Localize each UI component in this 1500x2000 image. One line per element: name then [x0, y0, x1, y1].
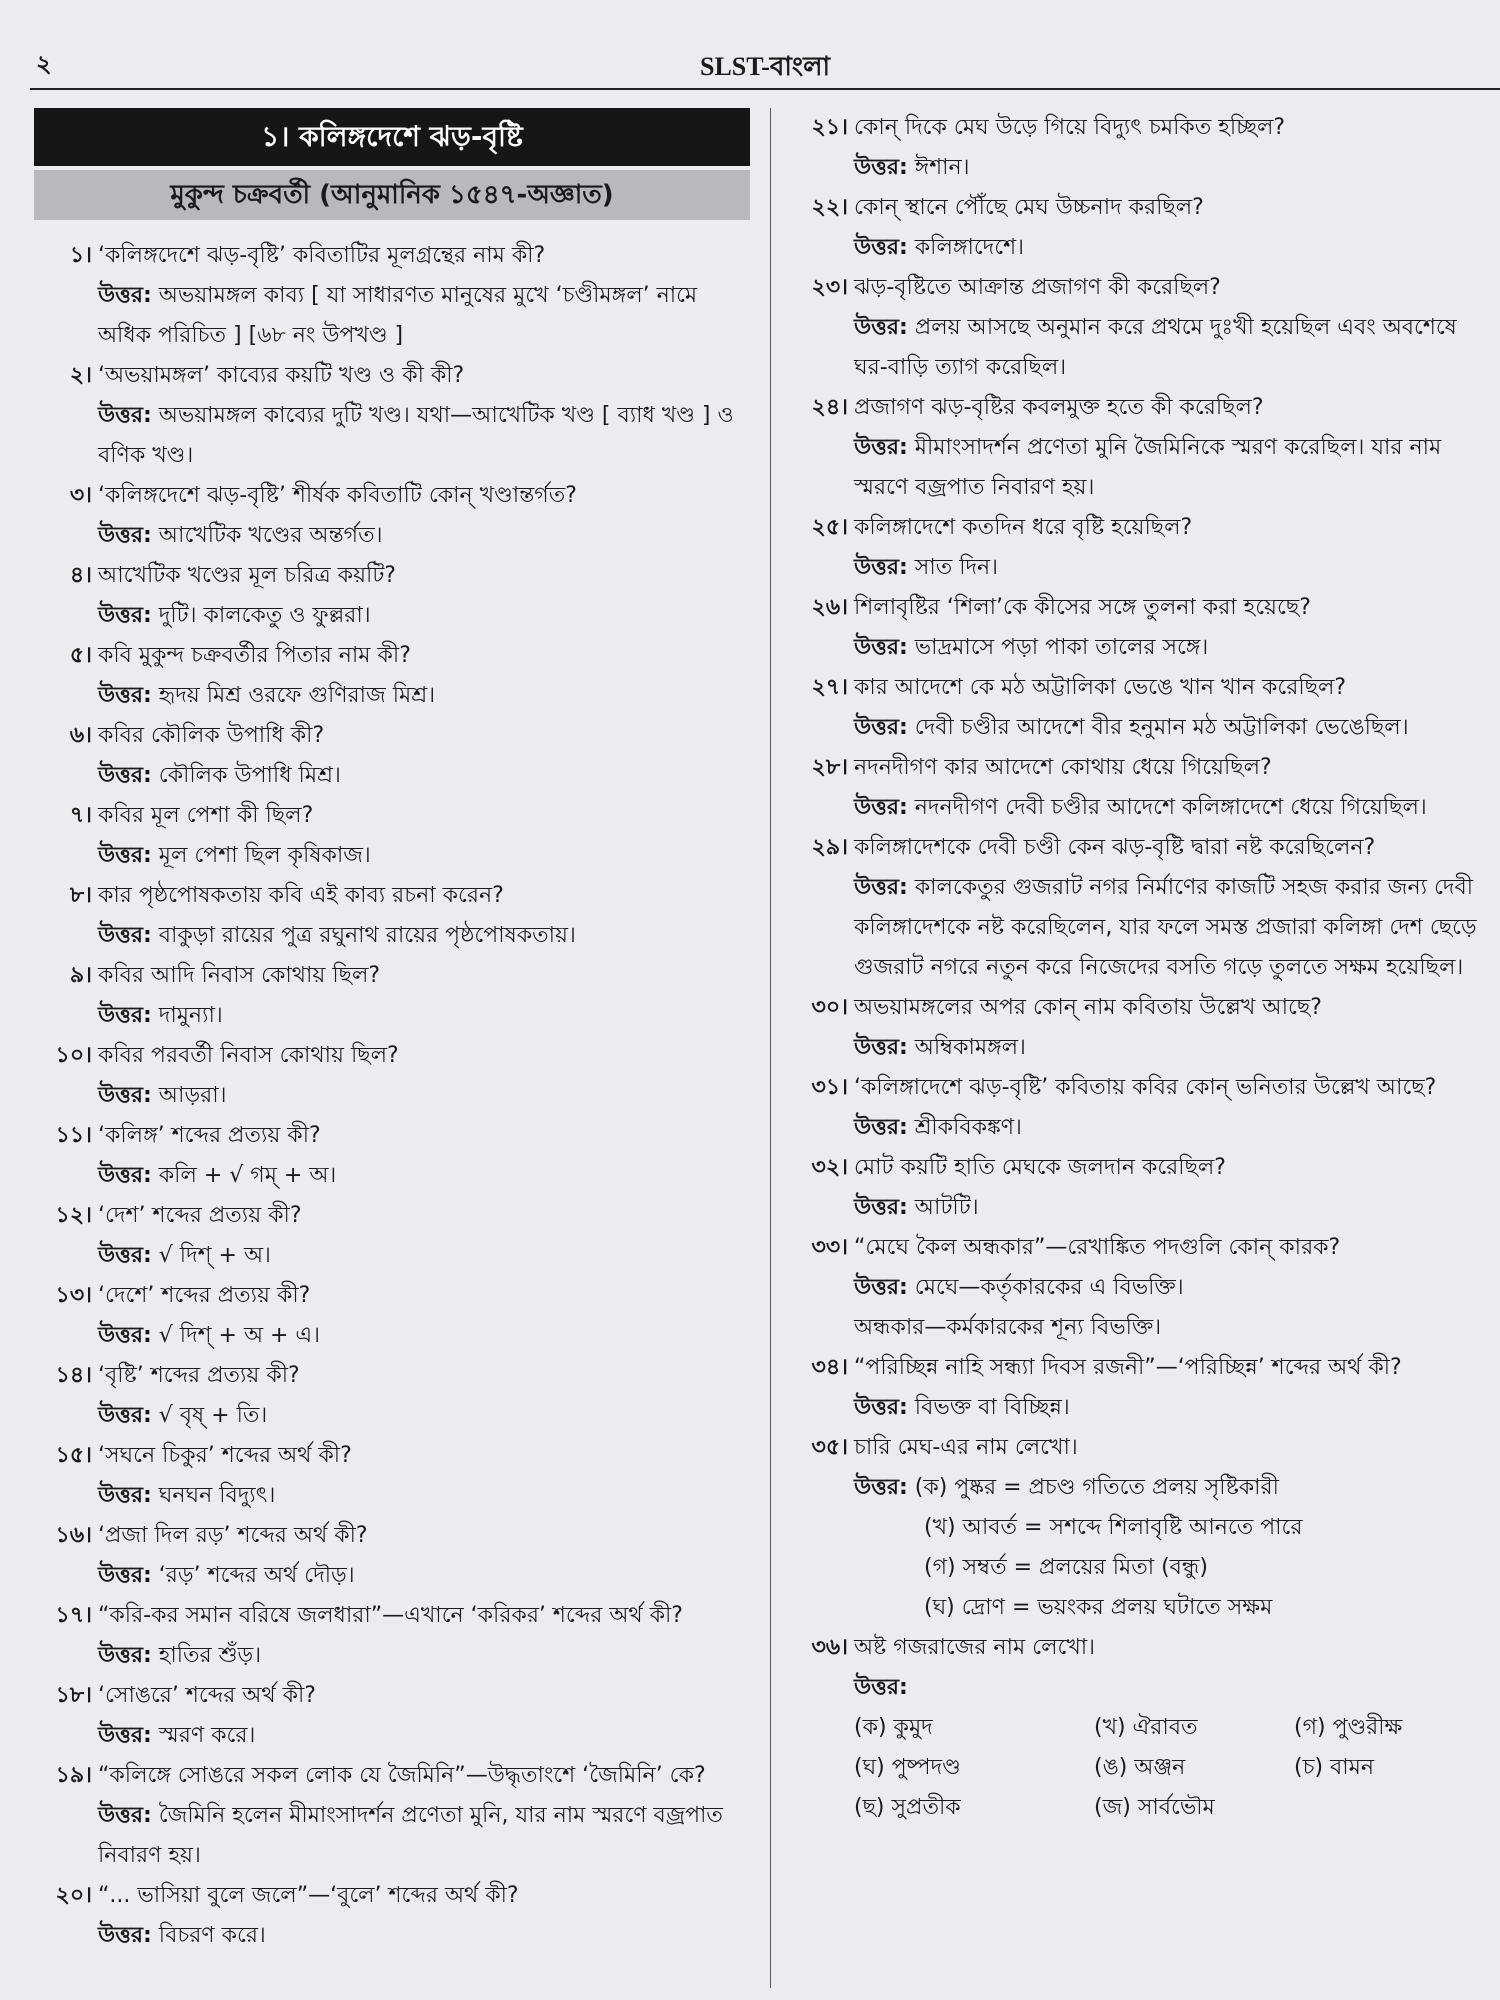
question-number: ১৯। — [55, 1763, 92, 1788]
answer — [854, 1028, 1490, 1068]
question-item — [790, 1068, 1490, 1148]
question-number: ৯। — [69, 963, 92, 988]
question-number: ২। — [69, 363, 92, 388]
question-text: ঝড়-বৃষ্টিতে আক্রান্ত প্রজাগণ কী করেছিল? — [854, 275, 1221, 300]
question-number: ৩৬। — [811, 1635, 848, 1660]
author-subtitle: মুকুন্দ চক্রবর্তী (আনুমানিক ১৫৪৭-অজ্ঞাত) — [34, 170, 750, 220]
question-text: কোন্ দিকে মেঘ উড়ে গিয়ে বিদ্যুৎ চমকিত হচ্ছিল? — [854, 115, 1286, 140]
answer — [854, 148, 1490, 188]
answer-label: উত্তর: — [98, 1563, 152, 1588]
question-text: “মেঘে কৈল অন্ধকার”—রেখাঙ্কিত পদগুলি কোন্ কারক? — [854, 1235, 1341, 1260]
answer — [854, 788, 1490, 828]
answer — [854, 708, 1490, 748]
answer-text: কলিঙ্গাদেশে। — [914, 235, 1024, 260]
answer-text: কৌলিক উপাধি মিশ্র। — [158, 763, 341, 788]
answer — [854, 628, 1490, 668]
answer-text: অভয়ামঙ্গল কাব্য [ যা সাধারণত মানুষের মুখে ‘চণ্ডীমঙ্গল’ নামে অধিক পরিচিত ] [৬৮ নং উপখণ্ড ] — [98, 283, 698, 348]
answer-label: উত্তর: — [854, 1195, 908, 1220]
running-title: SLST-বাংলা — [700, 52, 830, 81]
answer — [98, 1796, 750, 1876]
answer-label: উত্তর: — [854, 155, 908, 180]
question-number: ১৮। — [55, 1683, 92, 1708]
question-item — [790, 588, 1490, 668]
question-text: ‘অভয়ামঙ্গল’ কাব্যের কয়টি খণ্ড ও কী কী? — [98, 363, 465, 388]
answer — [854, 228, 1490, 268]
answer-text: ঘনঘন বিদ্যুৎ। — [158, 1483, 276, 1508]
answer-label: উত্তর: — [98, 1643, 152, 1668]
answer-text: ‘রড়’ শব্দের অর্থ দৌড়। — [158, 1563, 355, 1588]
answer — [98, 756, 750, 796]
answer-text: দেবী চণ্ডীর আদেশে বীর হনুমান মঠ অট্টালিকা ভেঙেছিল। — [914, 715, 1409, 740]
question-number: ১২। — [55, 1203, 92, 1228]
question-number: ১। — [69, 243, 92, 268]
answer-label: উত্তর: — [854, 1275, 908, 1300]
answer-label: উত্তর: — [854, 795, 908, 820]
question-item — [34, 1436, 750, 1516]
question-number: ২৯। — [811, 835, 848, 860]
question-number: ২০। — [55, 1883, 92, 1908]
question-item — [790, 828, 1490, 988]
question-text: ‘কলিঙ্গাদেশে ঝড়-বৃষ্টি’ কবিতায় কবির কোন্ ভনিতার উল্লেখ আছে? — [854, 1075, 1437, 1100]
answer — [98, 396, 750, 476]
question-item — [34, 956, 750, 1036]
answer — [98, 276, 750, 356]
question-text: কবির কৌলিক উপাধি কী? — [98, 723, 325, 748]
answer-label: উত্তর: — [854, 715, 908, 740]
question-item — [790, 1148, 1490, 1228]
question-body — [854, 988, 1490, 1068]
answer-text: (ক) পুষ্কর = প্রচণ্ড গতিতে প্রলয় সৃষ্টিকারী — [914, 1475, 1279, 1500]
answer-text: নদনদীগণ দেবী চণ্ডীর আদেশে কলিঙ্গাদেশে ধেয়ে গিয়েছিল। — [914, 795, 1427, 820]
question-body — [854, 1148, 1490, 1228]
question-body — [854, 388, 1490, 508]
question-item — [790, 1628, 1490, 1828]
question-number: ৩০। — [811, 995, 848, 1020]
answer-text: বিচরণ করে। — [158, 1923, 266, 1948]
question-item — [34, 1196, 750, 1276]
answer-grid-item: (ঘ) পুষ্পদণ্ড — [854, 1755, 961, 1780]
answer-grid-item: (খ) ঐরাবত — [1094, 1715, 1198, 1740]
question-body — [98, 356, 750, 476]
answer-text: দুটি। কালকেতু ও ফুল্লরা। — [158, 603, 371, 628]
right-qa-list — [790, 108, 1490, 1828]
question-body — [98, 796, 750, 876]
answer — [98, 996, 750, 1036]
question-text: কবির আদি নিবাস কোথায় ছিল? — [98, 963, 381, 988]
answer-label: উত্তর: — [854, 435, 908, 460]
question-number: ২৩। — [811, 275, 848, 300]
question-number: ২৬। — [811, 595, 848, 620]
answer-text: প্রলয় আসছে অনুমান করে প্রথমে দুঃখী হয়েছিল এবং অবশেষে ঘর-বাড়ি ত্যাগ করেছিল। — [854, 315, 1457, 380]
question-item — [790, 268, 1490, 388]
question-body — [854, 508, 1490, 588]
answer — [98, 1636, 750, 1676]
answer — [98, 1476, 750, 1516]
question-body — [98, 716, 750, 796]
question-item — [34, 1676, 750, 1756]
question-number: ৩২। — [811, 1155, 848, 1180]
question-item — [34, 1516, 750, 1596]
question-item — [790, 1228, 1490, 1348]
question-number: ৪। — [69, 563, 92, 588]
question-number: ৩৫। — [811, 1435, 848, 1460]
answer-text: √ বৃষ্ + তি। — [158, 1403, 268, 1428]
answer-text: হৃদয় মিশ্র ওরফে গুণিরাজ মিশ্র। — [158, 683, 436, 708]
answer-grid-item: (ক) কুমুদ — [854, 1715, 933, 1740]
answer — [98, 1716, 750, 1756]
question-body — [98, 1436, 750, 1516]
question-text: ‘সঘনে চিকুর’ শব্দের অর্থ কী? — [98, 1443, 352, 1468]
page-number: ২ — [36, 50, 52, 78]
answer-label: উত্তর: — [854, 1115, 908, 1140]
question-item — [34, 1116, 750, 1196]
question-text: অষ্ট গজরাজের নাম লেখো। — [854, 1635, 1096, 1660]
question-number: ২৪। — [811, 395, 848, 420]
answer-text: মূল পেশা ছিল কৃষিকাজ। — [158, 843, 371, 868]
question-text: কার আদেশে কে মঠ অট্টালিকা ভেঙে খান খান করেছিল? — [854, 675, 1347, 700]
question-number: ২৫। — [811, 515, 848, 540]
question-item — [790, 188, 1490, 268]
question-item — [34, 1756, 750, 1876]
answer-text: মীমাংসাদর্শন প্রণেতা মুনি জৈমিনিকে স্মরণ করেছিল। যার নাম স্মরণে বজ্রপাত নিবারণ হয়। — [854, 435, 1442, 500]
question-text: ‘সোঙরে’ শব্দের অর্থ কী? — [98, 1683, 316, 1708]
answer-label: উত্তর: — [854, 1475, 908, 1500]
question-body — [854, 1228, 1490, 1348]
answer-label: উত্তর: — [98, 1923, 152, 1948]
answer-label: উত্তর: — [98, 1083, 152, 1108]
question-body — [98, 1596, 750, 1676]
question-body — [854, 108, 1490, 188]
question-item — [34, 236, 750, 356]
answer-text: অম্বিকামঙ্গল। — [914, 1035, 1026, 1060]
question-number: ১১। — [55, 1123, 92, 1148]
question-text: মোট কয়টি হাতি মেঘকে জলদান করেছিল? — [854, 1155, 1226, 1180]
question-text: কবি মুকুন্দ চক্রবর্তীর পিতার নাম কী? — [98, 643, 411, 668]
question-body — [854, 1628, 1494, 1828]
question-number: ২১। — [811, 115, 848, 140]
question-text: ‘কলিঙ্গদেশে ঝড়-বৃষ্টি’ শীর্ষক কবিতাটি কোন্ খণ্ডান্তর্গত? — [98, 483, 577, 508]
question-body — [854, 1348, 1490, 1428]
question-text: ‘কলিঙ্গদেশে ঝড়-বৃষ্টি’ কবিতাটির মূলগ্রন্থের নাম কী? — [98, 243, 546, 268]
answer-text: জৈমিনি হলেন মীমাংসাদর্শন প্রণেতা মুনি, যার নাম স্মরণে বজ্রপাত নিবারণ হয়। — [98, 1803, 723, 1868]
answer-label: উত্তর: — [854, 235, 908, 260]
question-text: কবির পরবর্তী নিবাস কোথায় ছিল? — [98, 1043, 399, 1068]
question-text: প্রজাগণ ঝড়-বৃষ্টির কবলমুক্ত হতে কী করেছিল? — [854, 395, 1264, 420]
question-number: ৩৩। — [811, 1235, 848, 1260]
answer-grid — [854, 1708, 1494, 1828]
question-text: কবির মূল পেশা কী ছিল? — [98, 803, 314, 828]
answer — [98, 1556, 750, 1596]
question-item — [790, 748, 1490, 828]
answer-text: সাত দিন। — [914, 555, 999, 580]
answer-extra-line: অন্ধকার—কর্মকারকের শূন্য বিভক্তি। — [854, 1315, 1162, 1340]
question-number: ২৮। — [811, 755, 848, 780]
question-body — [98, 1276, 750, 1356]
question-text: ‘বৃষ্টি’ শব্দের প্রত্যয় কী? — [98, 1363, 300, 1388]
question-item — [34, 1596, 750, 1676]
answer-text: ভাদ্রমাসে পড়া পাকা তালের সঙ্গে। — [914, 635, 1209, 660]
question-number: ২৭। — [811, 675, 848, 700]
answer — [98, 1156, 750, 1196]
answer-sub-item: (খ) আবর্ত = সশব্দে শিলাবৃষ্টি আনতে পারে — [924, 1515, 1303, 1540]
question-body — [98, 1756, 750, 1876]
question-body — [98, 1516, 750, 1596]
answer — [98, 596, 750, 636]
question-text: অভয়ামঙ্গলের অপর কোন্ নাম কবিতায় উল্লেখ আছে? — [854, 995, 1322, 1020]
answer — [98, 1916, 750, 1956]
answer-text: আড়রা। — [158, 1083, 227, 1108]
answer — [854, 1668, 1494, 1708]
question-text: “... ভাসিয়া বুলে জলে”—‘বুলে’ শব্দের অর্থ কী? — [98, 1883, 519, 1908]
question-text: “কলিঙ্গে সোঙরে সকল লোক যে জৈমিনি”—উদ্ধৃতাংশে ‘জৈমিনি’ কে? — [98, 1763, 706, 1788]
question-number: ৭। — [69, 803, 92, 828]
question-number: ৩৪। — [811, 1355, 848, 1380]
question-body — [98, 1876, 750, 1956]
question-body — [98, 956, 750, 1036]
question-item — [790, 108, 1490, 188]
question-item — [34, 1356, 750, 1436]
question-item — [790, 988, 1490, 1068]
answer-text: আখেটিক খণ্ডের অন্তর্গত। — [158, 523, 383, 548]
question-text: “পরিচ্ছিন্ন নাহি সন্ধ্যা দিবস রজনী”—‘পরিচ্ছিন্ন’ শব্দের অর্থ কী? — [854, 1355, 1402, 1380]
question-text: ‘প্রজা দিল রড়’ শব্দের অর্থ কী? — [98, 1523, 368, 1548]
question-number: ১৫। — [55, 1443, 92, 1468]
answer-label: উত্তর: — [98, 1243, 152, 1268]
question-text: “করি-কর সমান বরিষে জলধারা”—এখানে ‘করিকর’ শব্দের অর্থ কী? — [98, 1603, 683, 1628]
question-body — [854, 588, 1490, 668]
question-item — [34, 796, 750, 876]
question-body — [854, 268, 1490, 388]
answer-label: উত্তর: — [98, 1723, 152, 1748]
question-text: কোন্ স্থানে পৌঁছে মেঘ উচ্চনাদ করছিল? — [854, 195, 1204, 220]
answer — [98, 1396, 750, 1436]
answer-text: হাতির শুঁড়। — [158, 1643, 262, 1668]
question-body — [98, 636, 750, 716]
answer-grid-item: (গ) পুণ্ডরীক্ষ — [1294, 1715, 1403, 1740]
answer-label: উত্তর: — [98, 683, 152, 708]
page-header — [30, 38, 1500, 90]
answer-label: উত্তর: — [98, 1483, 152, 1508]
answer-label: উত্তর: — [854, 1675, 908, 1700]
question-text: কার পৃষ্ঠপোষকতায় কবি এই কাব্য রচনা করেন? — [98, 883, 504, 908]
question-body — [854, 748, 1490, 828]
question-body — [98, 476, 750, 556]
question-body — [854, 1068, 1490, 1148]
question-item — [790, 388, 1490, 508]
question-item — [34, 876, 750, 956]
question-body — [98, 876, 750, 956]
question-item — [34, 1276, 750, 1356]
question-item — [34, 356, 750, 476]
question-text: কলিঙ্গাদেশকে দেবী চণ্ডী কেন ঝড়-বৃষ্টি দ্বারা নষ্ট করেছিলেন? — [854, 835, 1376, 860]
answer-label: উত্তর: — [98, 523, 152, 548]
question-body — [98, 1356, 750, 1436]
question-number: ৩১। — [811, 1075, 848, 1100]
answer-label: উত্তর: — [854, 875, 908, 900]
answer-label: উত্তর: — [854, 635, 908, 660]
question-text: ‘কলিঙ্গ’ শব্দের প্রত্যয় কী? — [98, 1123, 321, 1148]
answer-sub-item: (গ) সম্বর্ত = প্রলয়ের মিতা (বন্ধু) — [924, 1555, 1208, 1580]
question-item — [34, 716, 750, 796]
answer-label: উত্তর: — [98, 1803, 152, 1828]
question-body — [854, 1428, 1490, 1628]
answer-label: উত্তর: — [98, 763, 152, 788]
question-text: আখেটিক খণ্ডের মূল চরিত্র কয়টি? — [98, 563, 396, 588]
answer — [854, 308, 1490, 388]
answer-label: উত্তর: — [854, 555, 908, 580]
answer-text: ঈশান। — [914, 155, 970, 180]
left-qa-list — [34, 236, 750, 1956]
answer-grid-item: (জ) সার্বভৌম — [1094, 1795, 1215, 1820]
answer — [98, 676, 750, 716]
answer-label: উত্তর: — [98, 283, 152, 308]
answer — [854, 868, 1490, 988]
question-number: ১৭। — [55, 1603, 92, 1628]
answer — [854, 1268, 1490, 1308]
question-number: ২২। — [811, 195, 848, 220]
left-column — [34, 108, 750, 1956]
answer-text: √ দিশ্ + অ + এ। — [158, 1323, 321, 1348]
question-body — [98, 1036, 750, 1116]
answer-text: কালকেতুর গুজরাট নগর নির্মাণের কাজটি সহজ করার জন্য দেবী কলিঙ্গাদেশকে নষ্ট করেছিলেন, যার ফলে সমস্ত প্রজারা কলিঙ্গা দেশ ছেড়ে গুজরাট নগরে নতুন করে নিজেদের বসতি গড়ে তুলতে সক্ষম হয়েছিল। — [854, 875, 1477, 980]
question-item — [34, 636, 750, 716]
answer-label: উত্তর: — [98, 1403, 152, 1428]
answer-label: উত্তর: — [98, 1323, 152, 1348]
answer-label: উত্তর: — [98, 923, 152, 948]
answer — [98, 916, 750, 956]
question-text: কলিঙ্গাদেশে কতদিন ধরে বৃষ্টি হয়েছিল? — [854, 515, 1193, 540]
answer — [854, 548, 1490, 588]
answer-label: উত্তর: — [854, 1035, 908, 1060]
answer-label: উত্তর: — [98, 603, 152, 628]
question-number: ১৬। — [55, 1523, 92, 1548]
answer-label: উত্তর: — [98, 1163, 152, 1188]
question-number: ৫। — [69, 643, 92, 668]
answer-label: উত্তর: — [854, 315, 908, 340]
answer-label: উত্তর: — [854, 1395, 908, 1420]
answer-text: মেঘে—কর্তৃকারকের এ বিভক্তি। — [914, 1275, 1184, 1300]
question-text: ‘দেশ’ শব্দের প্রত্যয় কী? — [98, 1203, 302, 1228]
question-body — [98, 556, 750, 636]
answer-label: উত্তর: — [98, 403, 152, 428]
question-item — [34, 556, 750, 636]
answer-grid-item: (চ) বামন — [1294, 1755, 1375, 1780]
question-body — [854, 828, 1490, 988]
question-number: ৬। — [69, 723, 92, 748]
question-body — [98, 1676, 750, 1756]
question-body — [98, 236, 750, 356]
question-number: ৩। — [69, 483, 92, 508]
question-item — [34, 1876, 750, 1956]
answer — [854, 1108, 1490, 1148]
question-number: ৮। — [69, 883, 92, 908]
question-item — [790, 1428, 1490, 1628]
question-item — [34, 1036, 750, 1116]
answer — [854, 428, 1490, 508]
answer-text: বাকুড়া রায়ের পুত্র রঘুনাথ রায়ের পৃষ্ঠপোষকতায়। — [158, 923, 576, 948]
answer-text: কলি + √ গম্ + অ। — [158, 1163, 337, 1188]
question-number: ১৩। — [55, 1283, 92, 1308]
question-text: ‘দেশে’ শব্দের প্রত্যয় কী? — [98, 1283, 311, 1308]
answer — [98, 516, 750, 556]
answer-text: দামুন্যা। — [158, 1003, 223, 1028]
answer-text: আটটি। — [914, 1195, 979, 1220]
answer-text: √ দিশ্ + অ। — [158, 1243, 271, 1268]
column-divider — [770, 108, 771, 1988]
answer-sub-item: (ঘ) দ্রোণ = ভয়ংকর প্রলয় ঘটাতে সক্ষম — [924, 1595, 1273, 1620]
question-text: শিলাবৃষ্টির ‘শিলা’কে কীসের সঙ্গে তুলনা করা হয়েছে? — [854, 595, 1311, 620]
question-number: ১৪। — [55, 1363, 92, 1388]
question-item — [790, 668, 1490, 748]
answer — [854, 1388, 1490, 1428]
question-body — [98, 1116, 750, 1196]
question-item — [34, 476, 750, 556]
answer — [98, 1236, 750, 1276]
question-text: নদনদীগণ কার আদেশে কোথায় ধেয়ে গিয়েছিল? — [854, 755, 1272, 780]
answer-text: শ্রীকবিকঙ্কণ। — [914, 1115, 1022, 1140]
question-body — [98, 1196, 750, 1276]
answer-text: স্মরণ করে। — [158, 1723, 256, 1748]
answer-label: উত্তর: — [98, 843, 152, 868]
answer-grid-item: (ঙ) অঞ্জন — [1094, 1755, 1186, 1780]
right-column — [790, 108, 1490, 1828]
question-number: ১০। — [55, 1043, 92, 1068]
question-body — [854, 188, 1490, 268]
question-text: চারি মেঘ-এর নাম লেখো। — [854, 1435, 1078, 1460]
answer — [854, 1468, 1490, 1508]
answer-text: বিভক্ত বা বিচ্ছিন্ন। — [914, 1395, 1070, 1420]
question-item — [790, 508, 1490, 588]
answer — [98, 836, 750, 876]
answer-text: অভয়ামঙ্গল কাব্যের দুটি খণ্ড। যথা—আখেটিক খণ্ড [ ব্যাধ খণ্ড ] ও বণিক খণ্ড। — [98, 403, 734, 468]
answer-grid-item: (ছ) সুপ্রতীক — [854, 1795, 961, 1820]
answer — [98, 1076, 750, 1116]
answer-label: উত্তর: — [98, 1003, 152, 1028]
question-body — [854, 668, 1490, 748]
question-item — [790, 1348, 1490, 1428]
answer — [854, 1188, 1490, 1228]
answer — [98, 1316, 750, 1356]
chapter-title: ১। কলিঙ্গদেশে ঝড়-বৃষ্টি — [34, 108, 750, 166]
